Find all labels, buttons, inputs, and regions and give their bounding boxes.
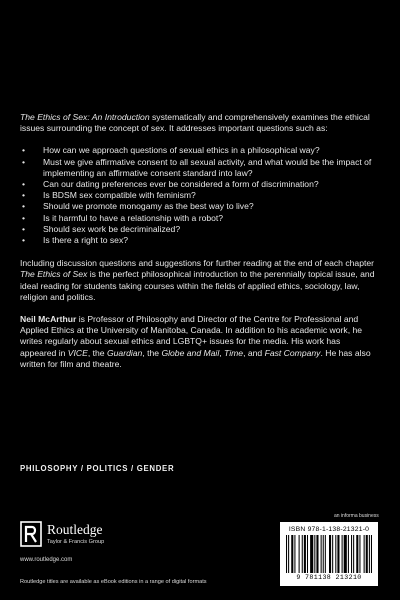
publisher-name: Routledge (47, 522, 103, 537)
routledge-logo-icon (20, 521, 42, 547)
description-text-a: Including discussion questions and suggestions for further reading at the end of each chapter (20, 258, 375, 269)
author-name: Neil McArthur (20, 314, 77, 325)
barcode-icon (286, 535, 372, 573)
list-item: • Is it harmful to have a relationship with a robot? (43, 213, 376, 224)
bio-sep: , and (243, 347, 265, 358)
list-item: • Is there a right to sex? (43, 235, 376, 246)
publication-fast-company: Fast Company (264, 347, 321, 358)
bio-sep: , the (87, 347, 107, 358)
list-item: • How can we approach questions of sexual ethics in a philosophical way? (43, 145, 376, 156)
bio-sep: , (219, 347, 225, 358)
list-item: • Should we promote monogamy as the best way to live? (43, 201, 376, 212)
blurb (20, 112, 376, 381)
barcode-panel (280, 522, 378, 586)
list-item: • Is BDSM sex compatible with feminism? (43, 190, 376, 201)
publication-vice: VICE (67, 347, 88, 358)
publisher-url: www.routledge.com (20, 557, 73, 563)
intro-paragraph (20, 112, 376, 134)
publication-globe: Globe and Mail (161, 347, 220, 358)
isbn-label: ISBN 978-1-138-21321-0 (288, 526, 370, 533)
book-title: The Ethics of Sex: An Introduction (20, 112, 150, 122)
book-title-short: The Ethics of Sex (20, 269, 88, 280)
description-paragraph (20, 258, 376, 303)
informa-tagline: an informa business (334, 513, 379, 519)
publication-time: Time (224, 347, 244, 358)
barcode-digits: 9 781138 213210 (296, 574, 362, 581)
ebook-footnote: Routledge titles are available as eBook editions in a range of digital formats (20, 579, 207, 585)
description-text-b: is the perfect philosophical introduction to the perennially topical issue, and ideal reading for students taking courses within the fields of applied ethics, sociology, law, religion and politics. (20, 269, 375, 302)
list-item: • Can our dating preferences ever be considered a form of discrimination? (43, 179, 376, 190)
publisher-group: Taylor & Francis Group (47, 539, 105, 545)
bio-sep: , the (142, 347, 162, 358)
publisher-logo (20, 521, 180, 551)
bio-text-a: is Professor of Philosophy and Director of the Centre for Professional and Applied Ethics at the University of Manitoba, Canada. In addition to his academic work, he writes regularly about sexual ethics and LGBTQ+ issues for the media. His work has appeared in (20, 314, 363, 358)
intro-text: systematically and comprehensively examines the ethical issues surrounding the concept of sex. It addresses important questions such as: (20, 112, 370, 134)
author-bio (20, 314, 376, 370)
publication-guardian: Guardian (106, 347, 143, 358)
bio-text-b: . He has also written for film and theatre. (20, 347, 371, 369)
question-list (20, 145, 376, 246)
subject-categories: PHILOSOPHY / POLITICS / GENDER (20, 464, 175, 473)
list-item: • Should sex work be decriminalized? (43, 224, 376, 235)
list-item: • Must we give affirmative consent to all sexual activity, and what would be the impact of implementing an affirmative consent standard into law? (43, 157, 376, 179)
